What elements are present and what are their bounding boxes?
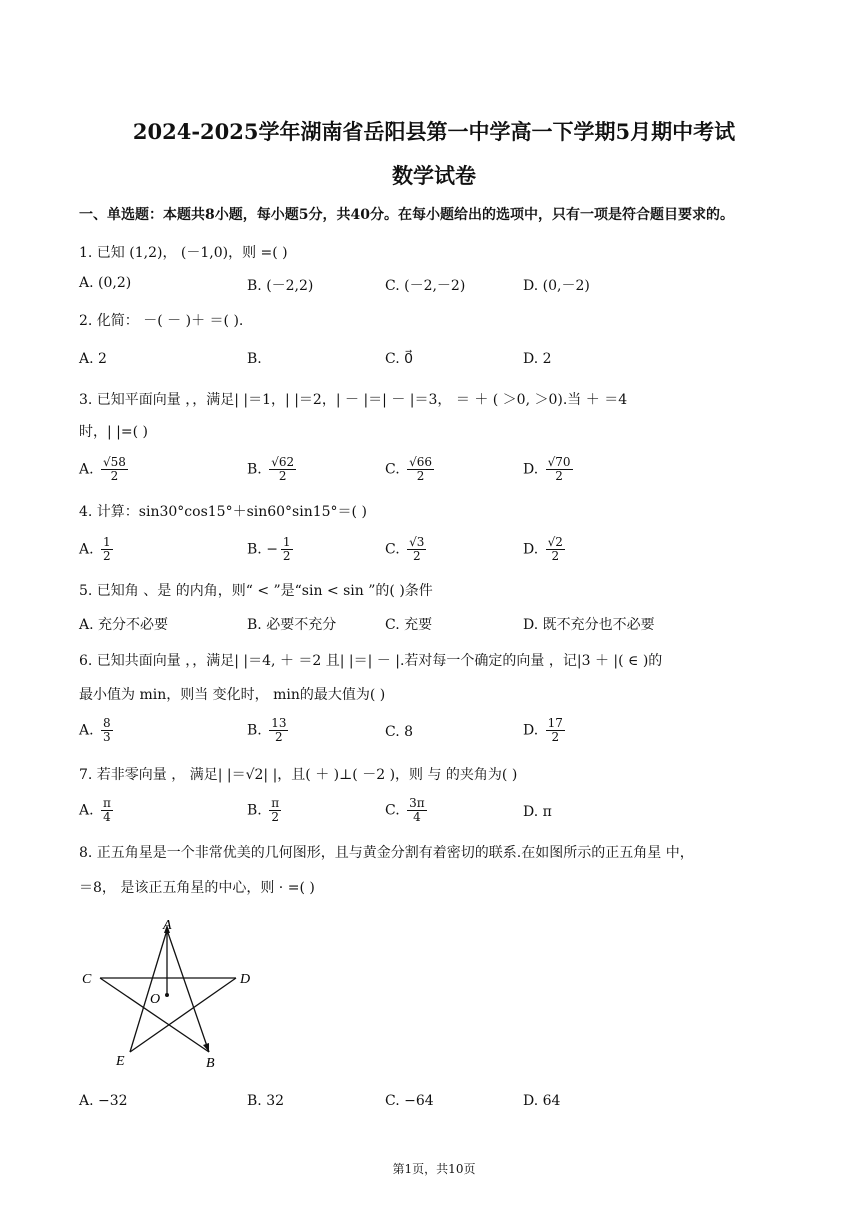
q7-option-a: A. $\frac{\pi}{4}$: [79, 796, 111, 824]
q6-option-c: C. 8: [385, 724, 414, 740]
q8-option-d: D. 64: [523, 1093, 561, 1109]
q3-option-a: A. $\frac{√58}{2}$: [79, 455, 126, 483]
label-e: E: [116, 1054, 125, 1069]
q7-option-b: B. $\frac{\pi}{2}$: [247, 796, 280, 824]
q5-option-b: B. 必要不充分: [247, 617, 337, 633]
q2-option-c: C. 0⃗: [385, 351, 414, 367]
label-b: B: [206, 1056, 215, 1071]
q8-option-b: B. 32: [247, 1093, 285, 1109]
q4-option-b: B. − $\frac{1}{2}$: [247, 535, 291, 563]
q5-option-a: A. 充分不必要: [79, 617, 169, 633]
q3-option-c: C. $\frac{√66}{2}$: [385, 455, 433, 483]
q8-option-a: A. −32: [79, 1093, 128, 1109]
star-edge-de: [130, 978, 236, 1052]
q1-option-a: A. (0,2): [79, 275, 132, 291]
q7-option-c: C. $\frac{3\pi}{4}$: [385, 796, 425, 824]
q4-option-a: A. $\frac{1}{2}$: [79, 535, 111, 563]
label-o: O: [150, 992, 161, 1007]
q3-option-b: B. $\frac{√62}{2}$: [247, 455, 295, 483]
q6-option-a: A. $\frac{8}{3}$: [79, 716, 111, 744]
q2-option-d: D. 2: [523, 351, 552, 367]
q6-option-b: B. $\frac{13}{2}$: [247, 716, 287, 744]
label-c: C: [82, 972, 92, 987]
question-6-stem: 6. 已知共面向量 ，，满足| |＝4, ＋ ＝2 且| |＝| － |.若对每一个确定的向量 ，记|3 ＋ |( ∈ )的: [79, 653, 663, 669]
page-footer: 第1页，共10页: [392, 1162, 476, 1176]
question-4-stem: 4. 计算：sin30°cos15°＋sin60°sin15°＝( ): [79, 504, 367, 520]
center-point-o: [165, 993, 169, 997]
q1-option-b: B. (－2,2): [247, 278, 314, 294]
question-3-stem: 3. 已知平面向量 ，，满足| |＝1，| |＝2，| － |＝| － |＝3， ＝ ＋ ( ＞0, ＞0).当 ＋ ＝4: [79, 392, 628, 408]
q7-option-d: D. π: [523, 804, 552, 820]
question-7-stem: 7. 若非零向量 ， 满足| |＝√2| |，且( ＋ )⊥( －2 )，则 与 的夹角为( ): [79, 767, 518, 783]
q2-option-b: B.: [247, 351, 262, 367]
question-5-stem: 5. 已知角 、是 的内角，则“ < ”是“sin < sin ”的( )条件: [79, 583, 433, 599]
q1-option-c: C. (－2,－2): [385, 278, 466, 294]
question-8-stem: 8. 正五角星是一个非常优美的几何图形，且与黄金分割有着密切的联系.在如图所示的正五角星 中，: [79, 845, 694, 861]
q4-option-d: D. $\frac{√2}{2}$: [523, 535, 563, 563]
star-edge-ea: [130, 930, 167, 1052]
question-3-stem-cont: 时，| |=( ): [79, 424, 148, 440]
label-a: A: [163, 918, 172, 933]
star-edge-bc: [100, 978, 209, 1052]
q3-option-d: D. $\frac{√70}{2}$: [523, 455, 571, 483]
question-6-stem-cont: 最小值为 min，则当 变化时， min的最大值为( ): [79, 687, 386, 703]
star-edge-ab: [167, 930, 209, 1052]
question-1-stem: 1. 已知 (1,2)， (－1,0)，则 =( ): [79, 245, 288, 261]
q4-option-c: C. $\frac{√3}{2}$: [385, 535, 425, 563]
q8-option-c: C. −64: [385, 1093, 434, 1109]
section-header: 一、单选题：本题共8小题，每小题5分，共40分。在每小题给出的选项中，只有一项是符合题目要求的。: [79, 207, 734, 223]
q1-option-d: D. (0,－2): [523, 278, 590, 294]
question-8-stem-cont: ＝8， 是该正五角星的中心，则 · =( ): [79, 880, 315, 896]
exam-title: 2024-2025学年湖南省岳阳县第一中学高一下学期5月期中考试: [132, 119, 736, 144]
q2-option-a: A. 2: [79, 351, 107, 367]
q5-option-d: D. 既不充分也不必要: [523, 617, 655, 633]
q6-option-d: D. $\frac{17}{2}$: [523, 716, 563, 744]
question-2-stem: 2. 化简： －( － )＋ ＝( ).: [79, 313, 244, 329]
label-d: D: [240, 972, 251, 987]
q5-option-c: C. 充要: [385, 617, 433, 633]
pentagram-figure: [78, 915, 268, 1075]
exam-subtitle: 数学试卷: [392, 163, 476, 188]
